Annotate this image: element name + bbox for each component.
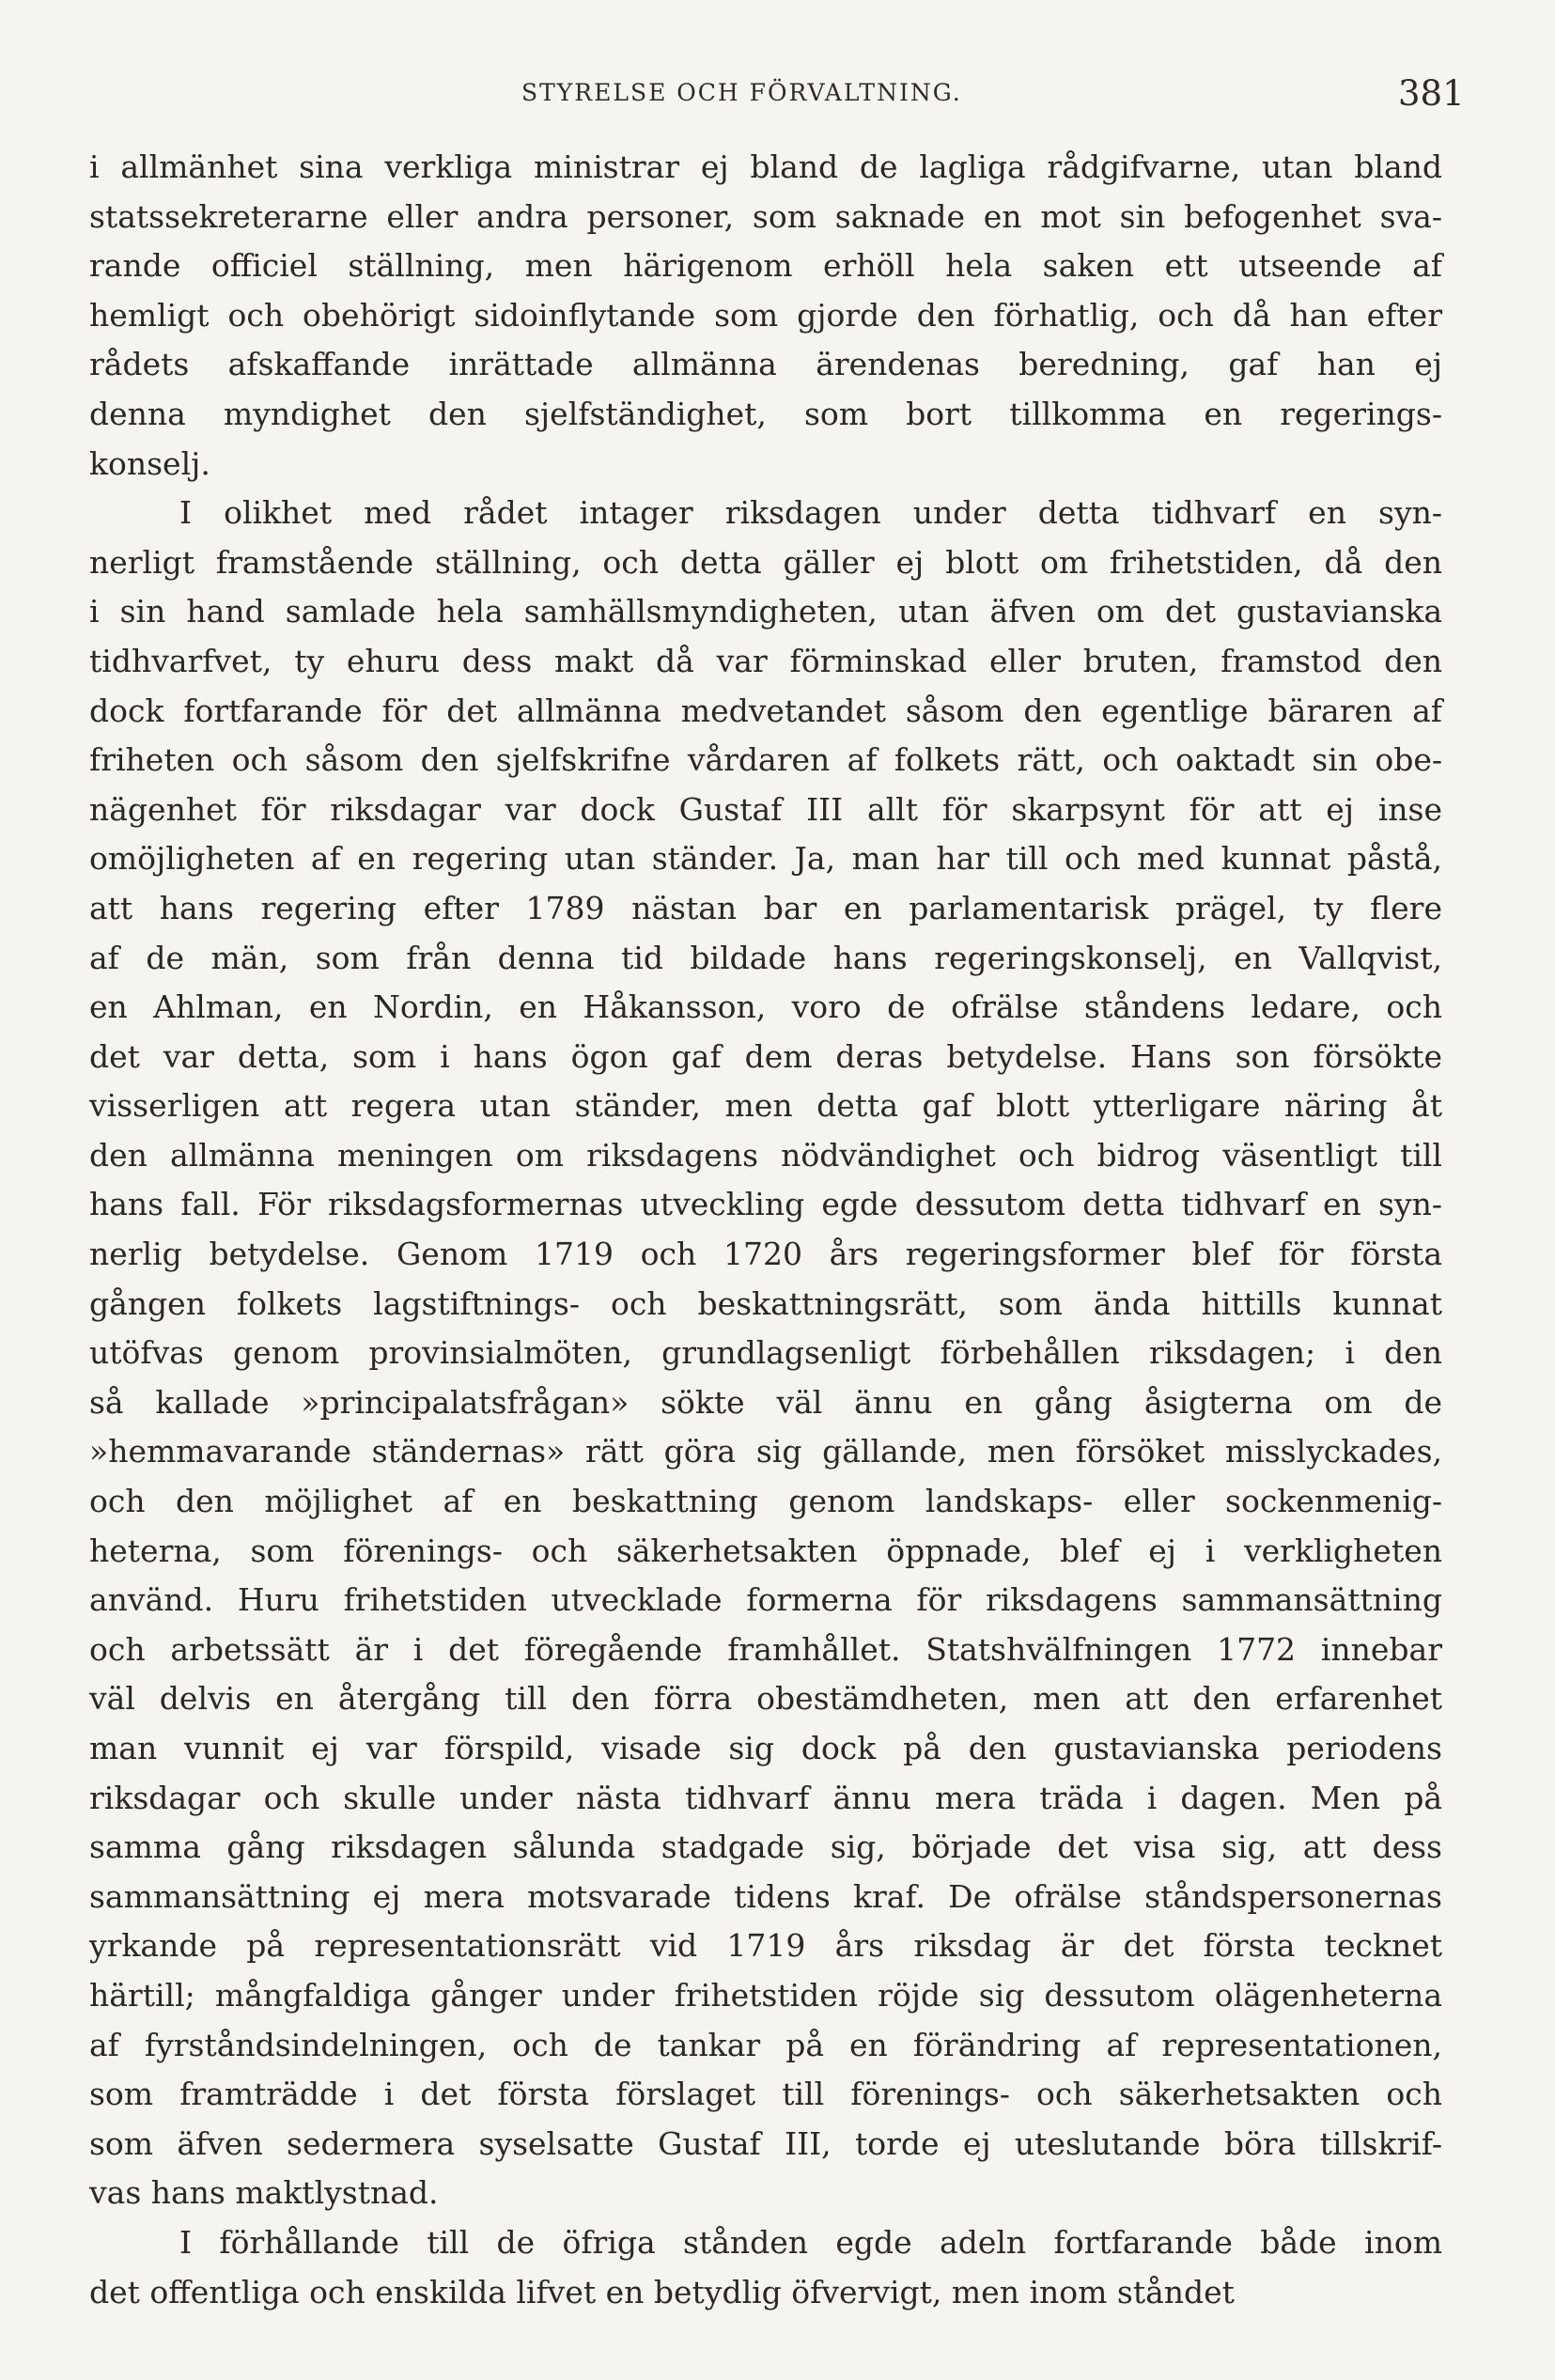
text-line: af fyrståndsindelningen, och de tankar på en förändring af representationen, <box>89 2026 1442 2063</box>
text-line: hemligt och obehörigt sidoinflytande som gjorde den förhatlig, och då han efter <box>89 296 1442 334</box>
text-line: dock fortfarande för det allmänna medvetandet såsom den egentlige bäraren af <box>89 692 1442 729</box>
text-line: sammansättning ej mera motsvarade tidens kraf. De ofrälse ståndspersonernas <box>89 1877 1442 1915</box>
text-line: denna myndighet den sjelfständighet, som bort tillkomma en regerings- <box>89 395 1442 432</box>
text-line: rande officiel ställning, men härigenom erhöll hela saken ett utseende af <box>89 247 1442 285</box>
page-number: 381 <box>1398 73 1465 114</box>
text-line: nägenhet för riksdagar var dock Gustaf III allt för skarpsynt för att ej inse <box>89 790 1442 828</box>
text-line: I förhållande till de öfriga stånden egde adeln fortfarande både inom <box>179 2223 1442 2261</box>
text-line: och arbetssätt är i det föregående framhållet. Statshvälfningen 1772 innebar <box>89 1630 1442 1668</box>
text-line: den allmänna meningen om riksdagens nödvändighet och bidrog väsentligt till <box>89 1136 1442 1174</box>
text-line: utöfvas genom provinsialmöten, grundlagsenligt förbehållen riksdagen; i den <box>89 1334 1442 1372</box>
text-line: »hemmavarande ständernas» rätt göra sig gällande, men försöket misslyckades, <box>89 1433 1442 1470</box>
text-line: omöjligheten af en regering utan ständer. Ja, man har till och med kunnat påstå, <box>89 840 1442 878</box>
text-line: konselj. <box>89 444 210 482</box>
text-line: nerlig betydelse. Genom 1719 och 1720 års regeringsformer blef för första <box>89 1236 1442 1273</box>
text-line: yrkande på representationsrätt vid 1719 års riksdag är det första tecknet <box>89 1927 1442 1965</box>
text-line: vas hans maktlystnad. <box>89 2174 439 2212</box>
text-line: det var detta, som i hans ögon gaf dem deras betydelse. Hans son försökte <box>89 1037 1442 1075</box>
body-text <box>89 143 1442 2317</box>
text-line: visserligen att regera utan ständer, men detta gaf blott ytterligare näring åt <box>89 1087 1442 1125</box>
text-line: tidhvarfvet, ty ehuru dess makt då var förminskad eller bruten, framstod den <box>89 642 1442 679</box>
text-line: samma gång riksdagen sålunda stadgade sig, började det visa sig, att dess <box>89 1828 1442 1866</box>
text-line: som framträdde i det första förslaget till förenings- och säkerhetsakten och <box>89 2076 1442 2113</box>
text-line: friheten och såsom den sjelfskrifne vårdaren af folkets rätt, och oaktadt sin obe- <box>89 741 1442 779</box>
text-line: af de män, som från denna tid bildade hans regeringskonselj, en Vallqvist, <box>89 939 1442 976</box>
text-line: och den möjlighet af en beskattning genom landskaps- eller sockenmenig- <box>89 1483 1442 1520</box>
text-line: en Ahlman, en Nordin, en Håkansson, voro de ofrälse ståndens ledare, och <box>89 988 1442 1026</box>
text-line: heterna, som förenings- och säkerhetsakten öppnade, blef ej i verkligheten <box>89 1532 1442 1569</box>
text-line: använd. Huru frihetstiden utvecklade formerna för riksdagens sammansättning <box>89 1581 1442 1619</box>
text-line: riksdagar och skulle under nästa tidhvarf ännu mera träda i dagen. Men på <box>89 1779 1442 1816</box>
text-line: I olikhet med rådet intager riksdagen under detta tidhvarf en syn- <box>179 494 1442 532</box>
running-title: STYRELSE OCH FÖRVALTNING. <box>521 79 962 106</box>
text-line: som äfven sedermera syselsatte Gustaf III, torde ej uteslutande böra tillskrif- <box>89 2124 1442 2162</box>
paragraph <box>89 2218 1442 2317</box>
text-line: hans fall. För riksdagsformernas utveckling egde dessutom detta tidhvarf en syn- <box>89 1186 1442 1223</box>
text-line: gången folkets lagstiftnings- och beskattningsrätt, som ända hittills kunnat <box>89 1284 1442 1322</box>
text-line: nerligt framstående ställning, och detta gäller ej blott om frihetstiden, då den <box>89 543 1442 581</box>
text-line: det offentliga och enskilda lifvet en betydlig öfvervigt, men inom ståndet <box>89 2273 1235 2310</box>
paragraph <box>89 143 1442 489</box>
text-line: i allmänhet sina verkliga ministrar ej bland de lagliga rådgifvarne, utan bland <box>89 148 1442 185</box>
running-head <box>0 73 1555 114</box>
text-line: väl delvis en återgång till den förra obestämdheten, men att den erfarenhet <box>89 1680 1442 1718</box>
text-line: rådets afskaffande inrättade allmänna ärendenas beredning, gaf han ej <box>89 346 1442 383</box>
text-line: härtill; mångfaldiga gånger under frihetstiden röjde sig dessutom olägenheterna <box>89 1976 1442 2014</box>
text-line: att hans regering efter 1789 nästan bar en parlamentarisk prägel, ty flere <box>89 889 1442 926</box>
text-line: man vunnit ej var förspild, visade sig dock på den gustavianska periodens <box>89 1730 1442 1766</box>
paragraph <box>89 489 1442 2218</box>
text-line: så kallade »principalatsfrågan» sökte väl ännu en gång åsigterna om de <box>89 1383 1442 1421</box>
text-line: i sin hand samlade hela samhällsmyndigheten, utan äfven om det gustavianska <box>89 593 1442 630</box>
text-line: statssekreterarne eller andra personer, som saknade en mot sin befogenhet sva- <box>89 197 1442 235</box>
